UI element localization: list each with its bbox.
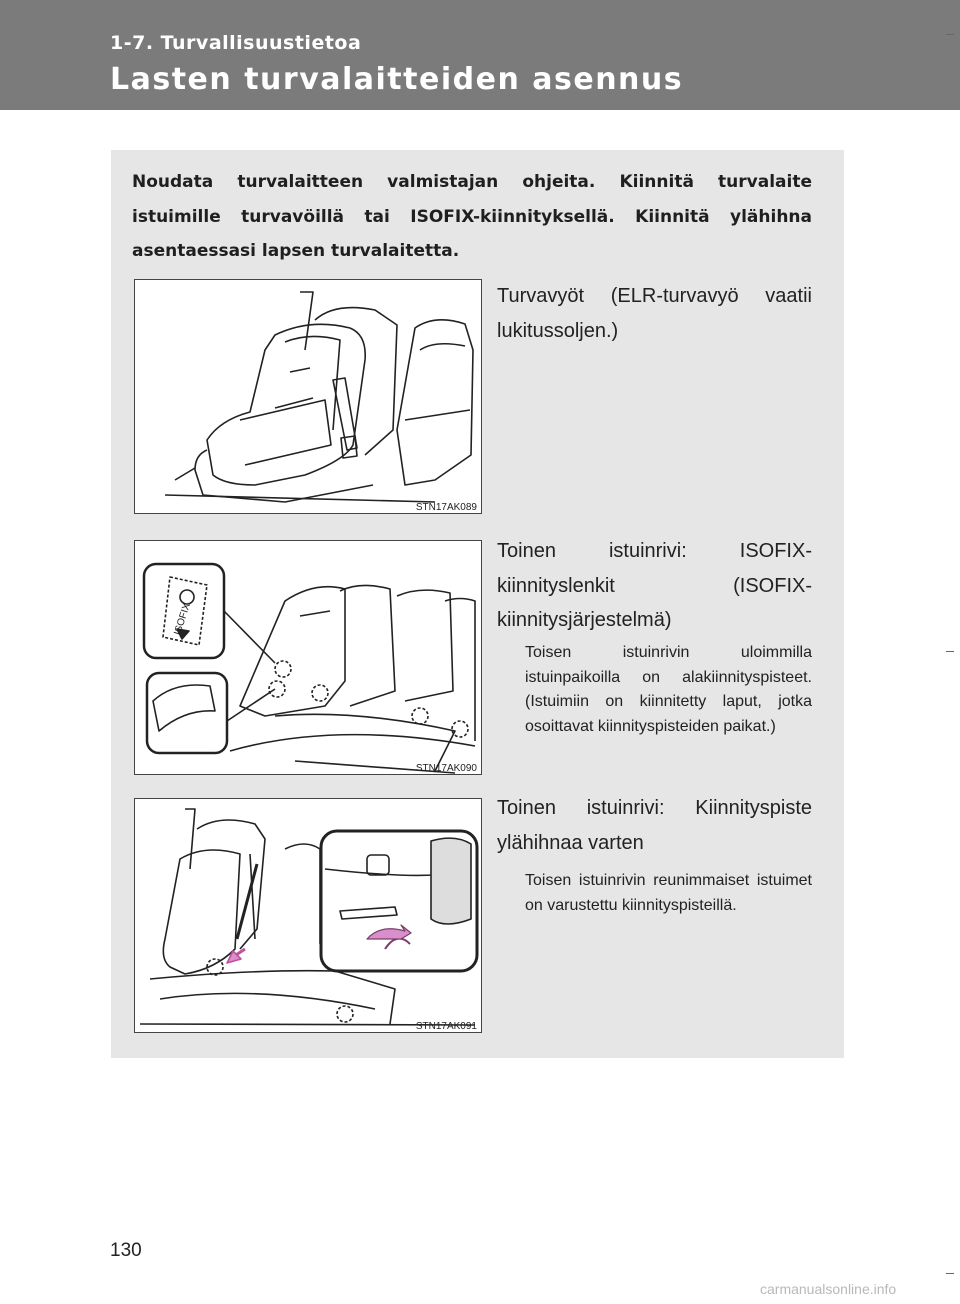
tether-drawing — [135, 799, 482, 1033]
watermark: carmanualsonline.info — [760, 1281, 897, 1297]
illustration-isofix — [134, 540, 482, 775]
page-title: Lasten turvalaitteiden asennus — [110, 62, 684, 97]
illustration-seatbelt — [134, 279, 482, 514]
seatbelt-drawing — [135, 280, 482, 514]
crop-mark — [946, 651, 954, 652]
item-desc-tether: Toisen istuinrivin reunimmaiset istuimet on varustettu kiinnityspisteillä. — [525, 872, 812, 914]
crop-mark — [946, 1273, 954, 1274]
isofix-drawing — [135, 541, 482, 775]
isofix-label: ISOFIX — [172, 601, 193, 637]
item-desc-isofix: Toisen istuinrivin uloimmilla istuinpaikoilla on alakiinnityspisteet. (Istuimiin on kiinnitetty laput, jotka osoittavat kiinnityspisteiden paikat.) — [525, 644, 812, 735]
image-code: STN17AK090 — [415, 763, 477, 774]
item-title-tether: Toinen istuinrivi: Kiinnityspiste ylähihnaa varten — [497, 797, 812, 854]
image-code: STN17AK089 — [415, 502, 477, 513]
image-code: STN17AK091 — [415, 1021, 477, 1032]
crop-mark — [946, 34, 954, 35]
page-header — [0, 0, 960, 110]
illustration-tether — [134, 798, 482, 1033]
item-title-isofix: Toinen istuinrivi: ISOFIX-kiinnityslenkit (ISOFIX-kiinnitysjärjestelmä) — [497, 540, 812, 631]
section-label: 1-7. Turvallisuustietoa — [110, 32, 362, 54]
item-title-seatbelt: Turvavyöt (ELR-turvavyö vaatii lukitussoljen.) — [497, 285, 812, 342]
page-number: 130 — [110, 1240, 142, 1261]
intro-text: Noudata turvalaitteen valmistajan ohjeita. Kiinnitä turvalaite istuimille turvavöillä tai ISOFIX-kiinnityksellä. Kiinnitä ylähihna asentaessasi lapsen turvalaitetta. — [132, 172, 812, 261]
